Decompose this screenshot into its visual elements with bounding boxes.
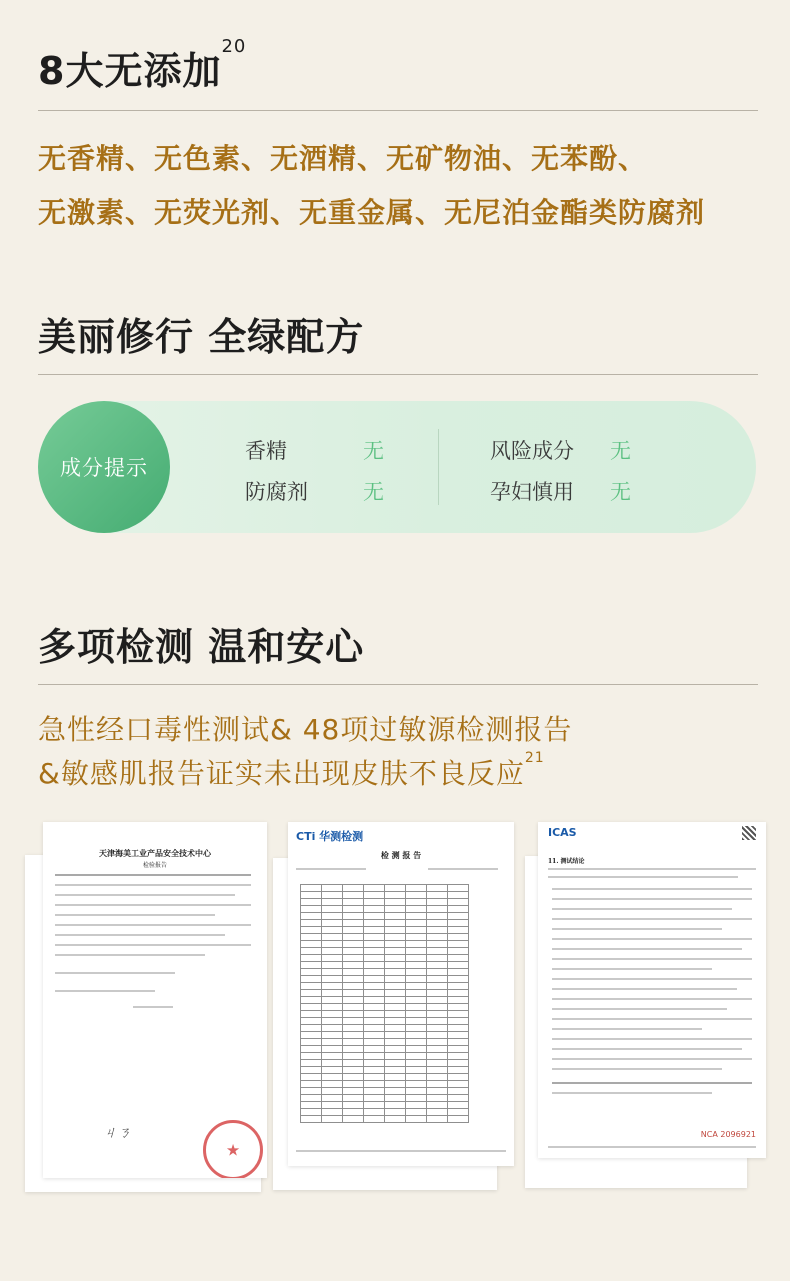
ingredient-label-pregnancy: 孕妇慎用 xyxy=(490,480,574,504)
divider xyxy=(38,684,758,685)
report-image-icas xyxy=(538,822,766,1158)
ingredient-value-risk: 无 xyxy=(610,439,631,463)
ingredient-badge: 成分提示 xyxy=(38,401,170,533)
report-heading: 11. 测试结论 xyxy=(548,858,585,865)
ingredient-value-pregnancy: 无 xyxy=(610,480,631,504)
report-subtitle: 检验报告 xyxy=(142,862,167,869)
testing-line-2: &敏感肌报告证实未出现皮肤不良反应$^{21}$ xyxy=(38,750,545,790)
test-results-table xyxy=(300,884,469,1123)
additives-line-1: 无香精、无色素、无酒精、无矿物油、无苯酚、 xyxy=(38,142,648,175)
ingredient-value-preservative: 无 xyxy=(363,480,384,504)
ingredient-label-risk: 风险成分 xyxy=(490,439,574,463)
ingredient-label-fragrance: 香精 xyxy=(245,439,287,463)
report-image-cti xyxy=(288,822,514,1166)
divider xyxy=(38,110,758,111)
ingredient-panel xyxy=(38,401,756,533)
cti-logo: CTi 华测检测 xyxy=(296,830,364,843)
testing-line-1: 急性经口毒性测试& 48项过敏源检测报告 xyxy=(38,713,573,746)
section-title-testing: 多项检测 温和安心 xyxy=(38,625,365,669)
ingredient-value-fragrance: 无 xyxy=(363,439,384,463)
icas-logo: ICAS xyxy=(548,826,577,839)
report-image-tianjin: 天津海美工业产品安全技术中心 检验报告 ㄐㄋ ★ xyxy=(43,822,267,1178)
section-title-additives: 8大无添加$^{20}$ xyxy=(38,36,247,93)
report-title: 天津海美工业产品安全技术中心 xyxy=(99,848,211,858)
additives-line-2: 无激素、无荧光剂、无重金属、无尼泊金酯类防腐剂 xyxy=(38,196,706,229)
red-seal-icon xyxy=(203,1120,263,1178)
ingredient-label-preservative: 防腐剂 xyxy=(245,480,308,504)
section-title-formula: 美丽修行 全绿配方 xyxy=(38,315,365,359)
report-code: NCA 2096921 xyxy=(700,1130,756,1139)
qr-code-icon xyxy=(742,826,756,840)
panel-divider xyxy=(438,429,439,505)
report-title: 检 测 报 告 xyxy=(380,850,422,860)
divider xyxy=(38,374,758,375)
